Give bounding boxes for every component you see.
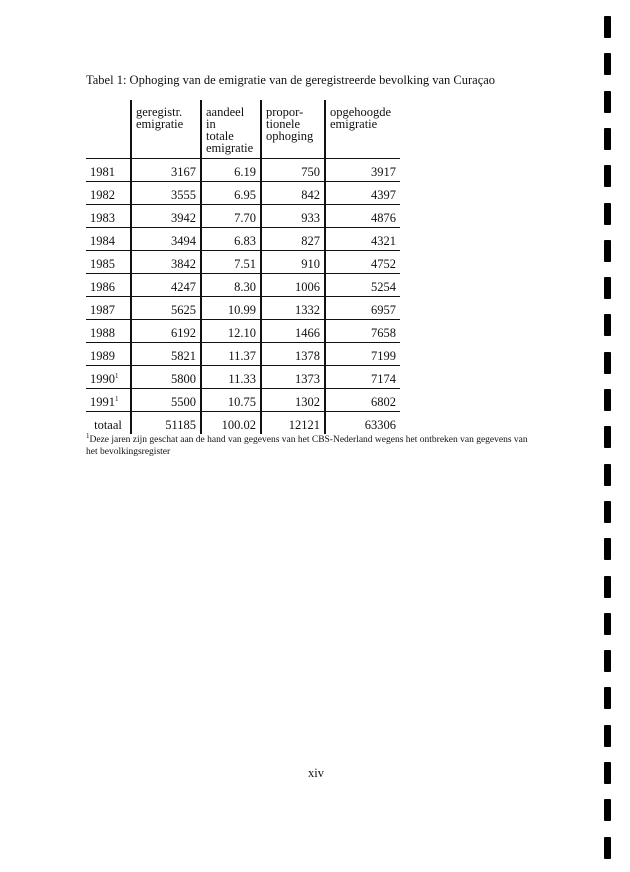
footnote-text: Deze jaren zijn geschat aan de hand van gegevens van het CBS-Nederland wegens het ontbreken van gegevens van het bevolkingsregister <box>86 435 528 458</box>
cell-value: 6802 <box>371 395 396 409</box>
binder-hole <box>604 128 611 150</box>
cell-value: 6.95 <box>234 188 256 202</box>
cell-value: 3555 <box>171 188 196 202</box>
cell-value: 6.19 <box>234 165 256 179</box>
table-cell <box>261 274 325 297</box>
table-cell <box>325 251 400 274</box>
table-cell <box>325 343 400 366</box>
binder-hole <box>604 687 611 709</box>
table-cell <box>131 251 201 274</box>
cell-value: 100.02 <box>221 418 256 432</box>
table-cell <box>261 228 325 251</box>
cell-value: 4321 <box>371 234 396 248</box>
table-cell <box>325 182 400 205</box>
binder-hole <box>604 314 611 336</box>
table-cell <box>261 182 325 205</box>
table-cell <box>131 320 201 343</box>
table-cell <box>86 159 131 182</box>
table-cell <box>131 297 201 320</box>
binder-hole <box>604 352 611 374</box>
cell-value: 1990 <box>90 372 115 386</box>
table-cell <box>325 205 400 228</box>
table-cell <box>261 297 325 320</box>
cell-value: 910 <box>301 257 320 271</box>
binder-hole <box>604 16 611 38</box>
table-cell <box>201 159 261 182</box>
table-cell <box>201 205 261 228</box>
column-header-line: emigratie <box>206 141 254 155</box>
column-header-line: geregistr. <box>136 105 183 119</box>
cell-value: 5800 <box>171 372 196 386</box>
table-row <box>86 389 400 412</box>
column-header <box>201 100 261 159</box>
cell-value: 6957 <box>371 303 396 317</box>
cell-value: 1466 <box>295 326 320 340</box>
table-cell <box>131 205 201 228</box>
table-cell <box>261 251 325 274</box>
column-header <box>325 100 400 159</box>
footnote-mark: 1 <box>115 394 119 403</box>
cell-value: 6.83 <box>234 234 256 248</box>
table-cell <box>86 182 131 205</box>
table-cell <box>201 320 261 343</box>
cell-value: 5500 <box>171 395 196 409</box>
cell-value: 1984 <box>90 234 115 248</box>
emigration-table <box>86 100 400 434</box>
binder-hole <box>604 277 611 299</box>
table-cell <box>325 228 400 251</box>
table-cell <box>261 366 325 389</box>
binder-hole <box>604 799 611 821</box>
cell-value: 1989 <box>90 349 115 363</box>
table-header-row <box>86 100 400 159</box>
binder-hole <box>604 613 611 635</box>
cell-value: 4752 <box>371 257 396 271</box>
column-header-line: tionele <box>266 117 301 131</box>
cell-value: 1988 <box>90 326 115 340</box>
cell-value: 4247 <box>171 280 196 294</box>
cell-value: 5625 <box>171 303 196 317</box>
table-cell <box>131 343 201 366</box>
cell-value: 842 <box>301 188 320 202</box>
table-cell <box>261 159 325 182</box>
cell-value: 933 <box>301 211 320 225</box>
table-cell <box>131 159 201 182</box>
table-cell <box>86 205 131 228</box>
binder-hole <box>604 501 611 523</box>
cell-value: 1991 <box>90 395 115 409</box>
table-cell <box>86 228 131 251</box>
cell-value: 3942 <box>171 211 196 225</box>
page-number: xiv <box>308 766 324 780</box>
cell-value: 7199 <box>371 349 396 363</box>
table-cell <box>131 182 201 205</box>
footnote-mark: 1 <box>86 432 90 440</box>
table-cell <box>201 389 261 412</box>
cell-value: 7658 <box>371 326 396 340</box>
cell-value: 10.75 <box>227 395 256 409</box>
cell-value: 3917 <box>371 165 396 179</box>
cell-value: 63306 <box>364 418 396 432</box>
cell-value: 1987 <box>90 303 115 317</box>
column-header-line: propor- <box>266 105 304 119</box>
binder-hole <box>604 165 611 187</box>
table-cell <box>325 159 400 182</box>
binder-hole <box>604 725 611 747</box>
binder-hole <box>604 203 611 225</box>
table-cell <box>325 320 400 343</box>
binder-hole <box>604 576 611 598</box>
table-cell <box>325 274 400 297</box>
footnote-mark: 1 <box>115 371 119 380</box>
cell-value: 1302 <box>295 395 320 409</box>
table-cell <box>86 297 131 320</box>
column-header-line: aandeel in <box>206 105 245 131</box>
cell-value: 51185 <box>165 418 196 432</box>
table-cell <box>261 389 325 412</box>
binder-hole <box>604 762 611 784</box>
binder-hole <box>604 650 611 672</box>
cell-value: 8.30 <box>234 280 256 294</box>
table-cell <box>325 389 400 412</box>
cell-value: 1982 <box>90 188 115 202</box>
table-row <box>86 343 400 366</box>
column-header-line: totale <box>206 129 234 143</box>
cell-value: 12121 <box>288 418 320 432</box>
cell-value: 1006 <box>295 280 320 294</box>
cell-value: 3842 <box>171 257 196 271</box>
cell-value: 1985 <box>90 257 115 271</box>
cell-value: 7174 <box>371 372 396 386</box>
table-cell <box>201 274 261 297</box>
table-cell <box>201 182 261 205</box>
cell-value: 4876 <box>371 211 396 225</box>
cell-value: 10.99 <box>227 303 256 317</box>
table-row <box>86 182 400 205</box>
table-cell <box>201 228 261 251</box>
footnote <box>86 430 536 458</box>
table-cell <box>261 320 325 343</box>
table-row <box>86 320 400 343</box>
binder-hole <box>604 837 611 859</box>
cell-value: 7.51 <box>234 257 256 271</box>
table-cell <box>201 297 261 320</box>
table-cell <box>201 366 261 389</box>
column-header-line: emigratie <box>330 117 378 131</box>
table-cell <box>131 228 201 251</box>
cell-value: 1981 <box>90 165 115 179</box>
table-cell <box>86 343 131 366</box>
table-cell <box>131 274 201 297</box>
column-header-line: emigratie <box>136 117 184 131</box>
table-cell <box>131 389 201 412</box>
table-cell <box>86 389 131 412</box>
table-row <box>86 366 400 389</box>
table-row <box>86 228 400 251</box>
binder-hole <box>604 538 611 560</box>
column-header <box>261 100 325 159</box>
table-cell <box>86 274 131 297</box>
cell-value: 827 <box>301 234 320 248</box>
binder-hole <box>604 240 611 262</box>
column-header-line: ophoging <box>266 129 314 143</box>
cell-value: 7.70 <box>234 211 256 225</box>
cell-value: 5254 <box>371 280 396 294</box>
column-header-line: opgehoogde <box>330 105 392 119</box>
table-cell <box>325 297 400 320</box>
column-header <box>131 100 201 159</box>
cell-value: 3167 <box>171 165 196 179</box>
binder-hole <box>604 53 611 75</box>
cell-value: 1373 <box>295 372 320 386</box>
cell-value: 1986 <box>90 280 115 294</box>
cell-value: 3494 <box>171 234 196 248</box>
table-row <box>86 205 400 228</box>
cell-value: 1983 <box>90 211 115 225</box>
table-cell <box>261 205 325 228</box>
table-cell <box>261 343 325 366</box>
cell-value: 750 <box>301 165 320 179</box>
table-title: Tabel 1: Ophoging van de emigratie van de geregistreerde bevolking van Curaçao <box>86 73 496 87</box>
table-cell <box>86 320 131 343</box>
binder-hole <box>604 91 611 113</box>
table-cell <box>325 366 400 389</box>
table-row <box>86 251 400 274</box>
cell-value: 5821 <box>171 349 196 363</box>
table-row <box>86 297 400 320</box>
table-row <box>86 159 400 182</box>
table-cell <box>131 366 201 389</box>
table-cell <box>86 366 131 389</box>
table-cell <box>86 251 131 274</box>
cell-value: 11.37 <box>228 349 256 363</box>
column-header <box>86 100 131 159</box>
binder-hole <box>604 464 611 486</box>
cell-value: 6192 <box>171 326 196 340</box>
table-cell <box>201 251 261 274</box>
cell-value: 4397 <box>371 188 396 202</box>
table-cell <box>201 343 261 366</box>
cell-value: totaal <box>94 418 122 432</box>
cell-value: 1378 <box>295 349 320 363</box>
cell-value: 11.33 <box>228 372 256 386</box>
cell-value: 12.10 <box>227 326 256 340</box>
binder-hole <box>604 389 611 411</box>
binder-hole <box>604 426 611 448</box>
cell-value: 1332 <box>295 303 320 317</box>
table-row <box>86 274 400 297</box>
